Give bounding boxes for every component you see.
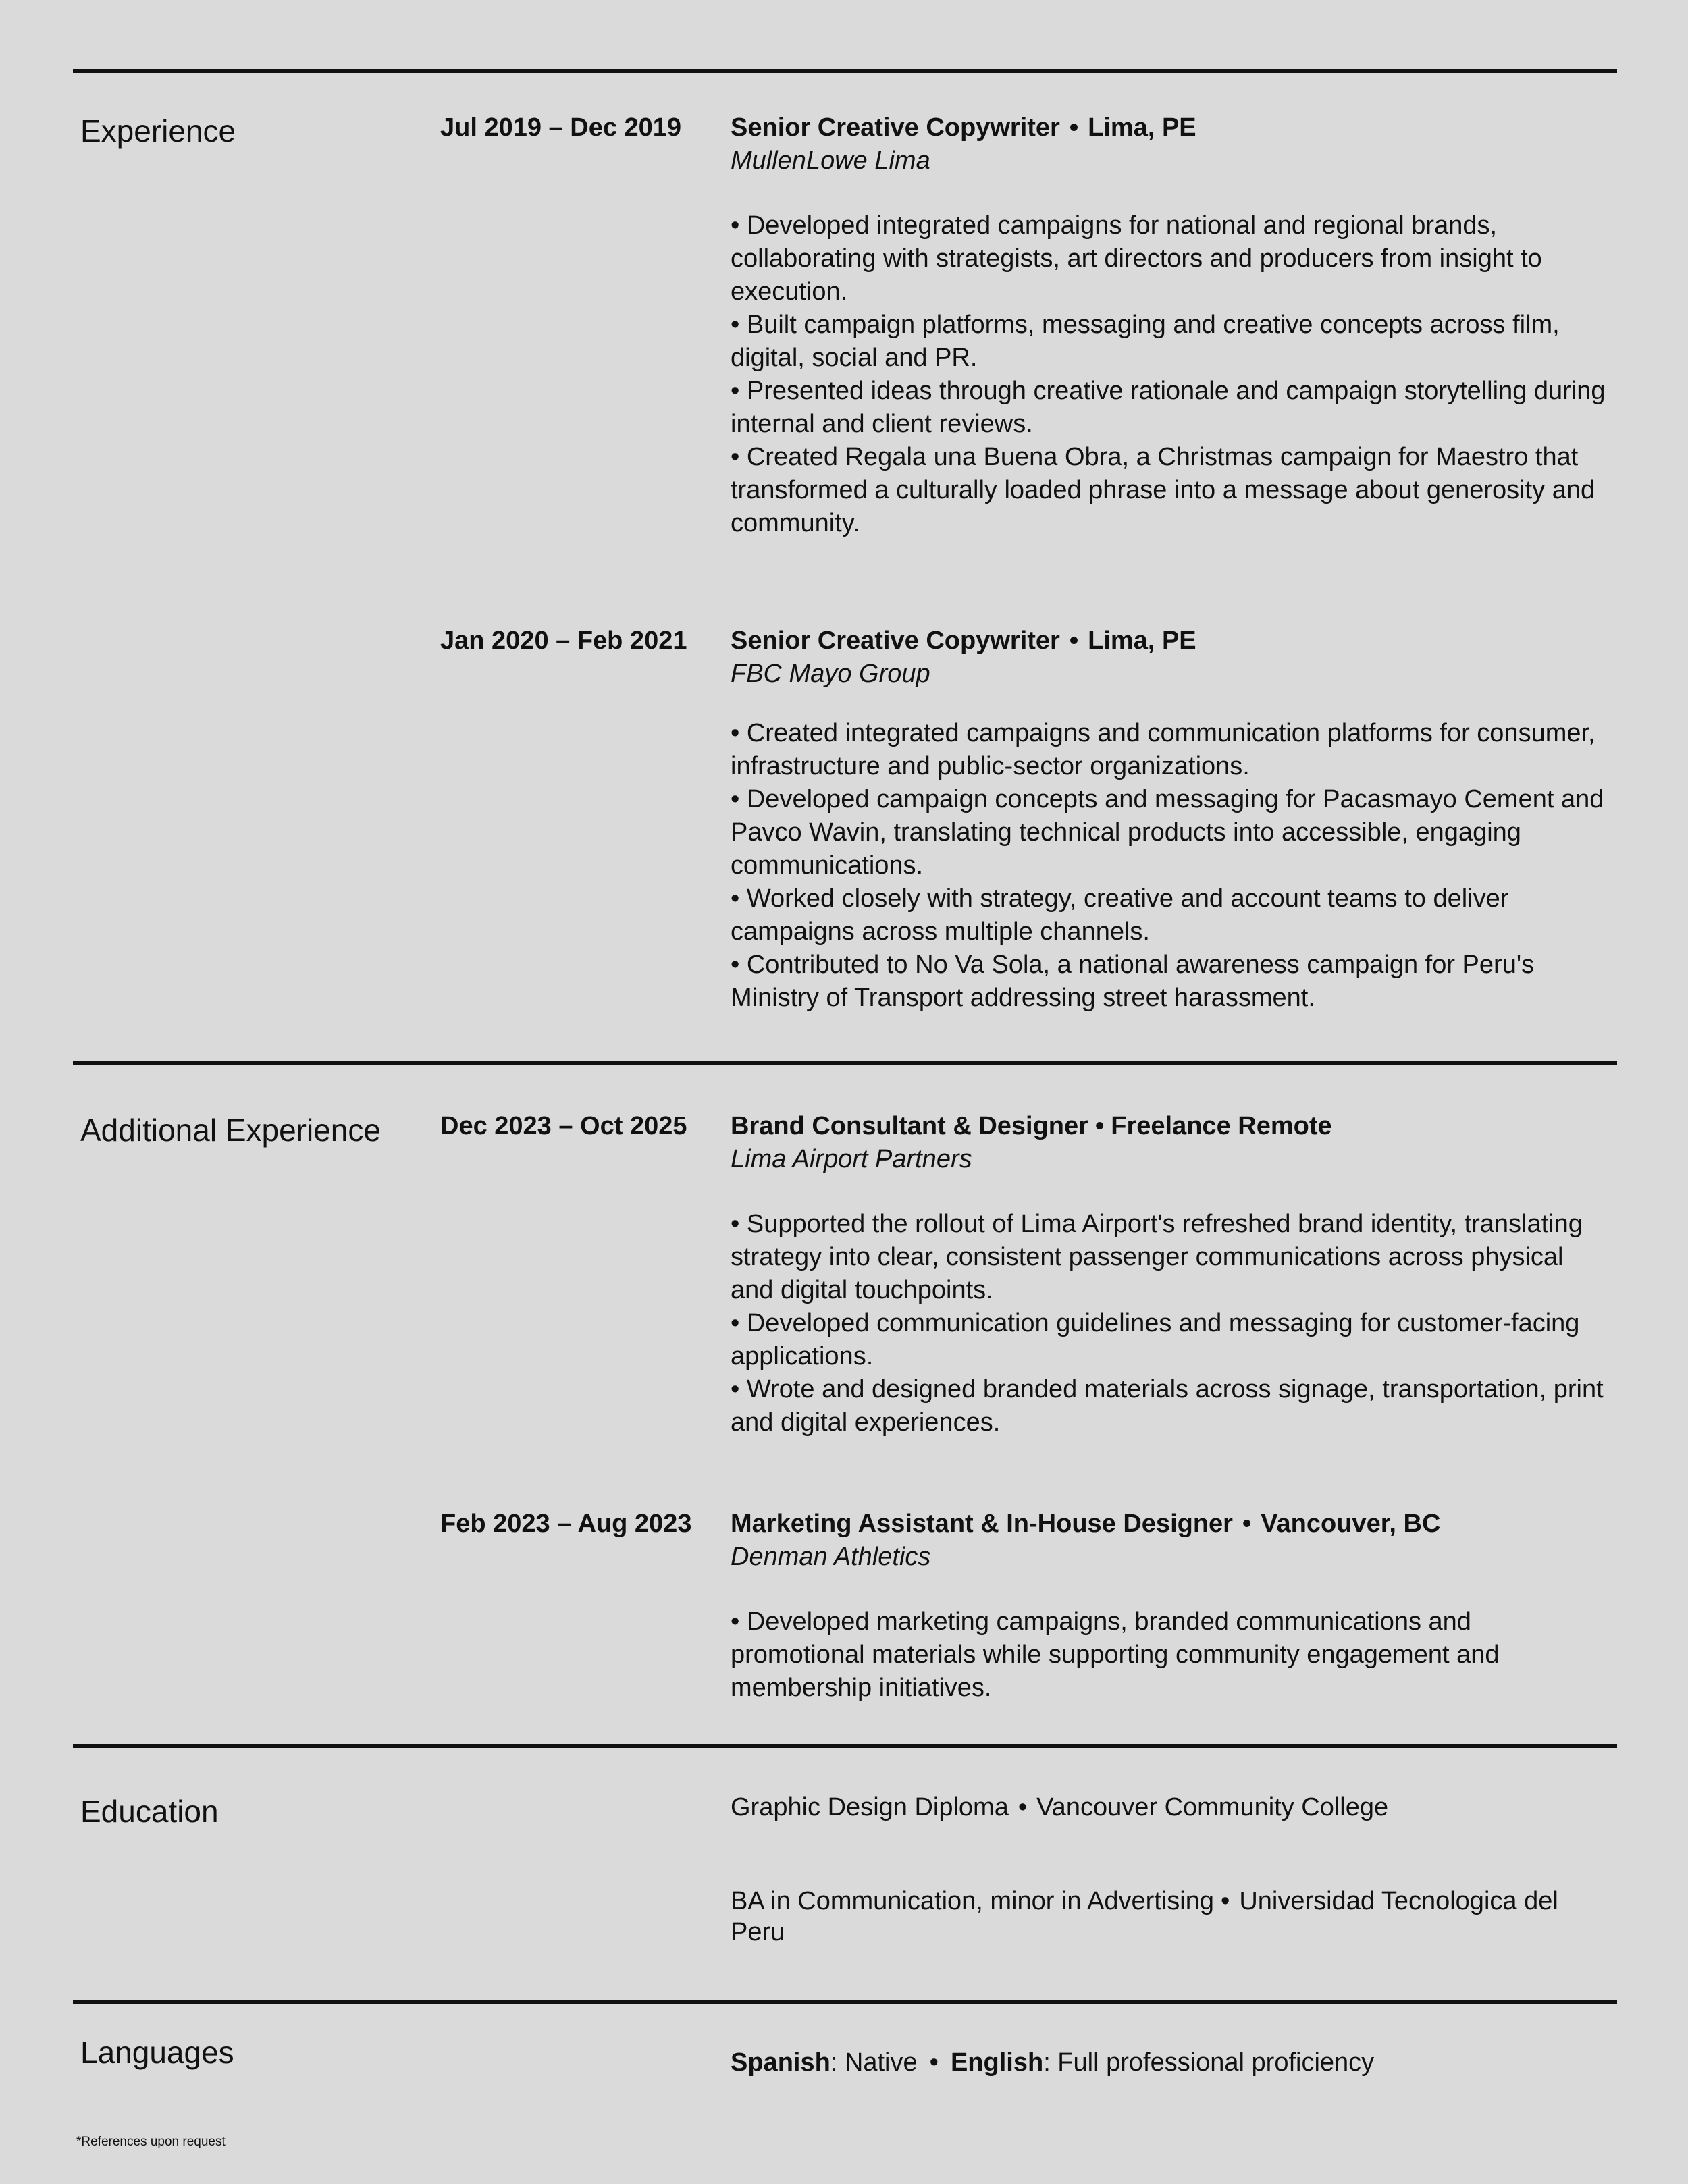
separator-dot: •	[929, 2048, 939, 2077]
company-name: FBC Mayo Group	[731, 660, 930, 688]
bullet-item: • Supported the rollout of Lima Airport's refreshed brand identity, translating strategy into clear, consistent passenger communications across physical and digital touchpoints.	[731, 1210, 1583, 1304]
bullet-item: • Built campaign platforms, messaging and creative concepts across film, digital, social and PR.	[731, 311, 1560, 372]
section-divider	[73, 2000, 1617, 2004]
job-dates: Feb 2023 – Aug 2023	[440, 1510, 692, 1538]
degree: Graphic Design Diploma	[731, 1793, 1009, 1821]
school: Vancouver Community College	[1036, 1793, 1389, 1821]
company-name: Lima Airport Partners	[731, 1145, 972, 1173]
separator-dot: •	[1018, 1793, 1028, 1821]
job-title	[731, 111, 1608, 144]
job-dates: Jan 2020 – Feb 2021	[440, 627, 687, 655]
section-title-additional-experience: Additional Experience	[80, 1113, 381, 1148]
bullet-item: • Worked closely with strategy, creative and account teams to deliver campaigns across multiple channels.	[731, 884, 1509, 946]
job-location: Lima, PE	[1088, 627, 1196, 655]
footnote: *References upon request	[76, 2135, 226, 2149]
job-location: Freelance Remote	[1111, 1112, 1332, 1140]
job-bullets	[731, 209, 1608, 540]
section-divider	[73, 1061, 1617, 1065]
bullet-item: • Developed integrated campaigns for national and regional brands, collaborating with strategists, art directors and producers from insight to execution.	[731, 211, 1542, 306]
job-location: Lima, PE	[1088, 113, 1196, 142]
separator-dot: •	[1094, 1112, 1105, 1140]
section-title-languages: Languages	[80, 2035, 234, 2070]
bullet-item: • Developed communication guidelines and messaging for customer-facing applications.	[731, 1309, 1580, 1370]
job-title	[731, 624, 1608, 658]
language-level: : Native	[830, 2048, 918, 2077]
company-name: Denman Athletics	[731, 1543, 931, 1571]
job-entry	[731, 1507, 1608, 1705]
languages-line	[731, 2046, 1374, 2079]
job-role: Brand Consultant & Designer	[731, 1112, 1088, 1140]
language-name: Spanish	[731, 2048, 830, 2077]
job-entry	[731, 1109, 1608, 1439]
section-title-experience: Experience	[80, 113, 236, 149]
bullet-item: • Contributed to No Va Sola, a national awareness campaign for Peru's Ministry of Transport addressing street harassment.	[731, 951, 1535, 1012]
education-item	[731, 1886, 1575, 1948]
job-role: Senior Creative Copywriter	[731, 627, 1060, 655]
separator-dot: •	[1069, 627, 1079, 655]
job-title	[731, 1507, 1608, 1541]
bullet-item: • Created integrated campaigns and communication platforms for consumer, infrastructure and public-sector organizations.	[731, 719, 1595, 780]
job-role: Marketing Assistant & In-House Designer	[731, 1510, 1233, 1538]
separator-dot: •	[1069, 113, 1079, 142]
job-title	[731, 1109, 1608, 1143]
section-divider	[73, 1744, 1617, 1748]
school: Universidad Tecnologica del Peru	[731, 1887, 1558, 1946]
job-location: Vancouver, BC	[1261, 1510, 1441, 1538]
job-bullets	[731, 1605, 1608, 1705]
bullet-item: • Presented ideas through creative rationale and campaign storytelling during internal and client reviews.	[731, 377, 1606, 438]
language-name: English	[950, 2048, 1044, 2077]
job-bullets	[731, 717, 1608, 1015]
separator-dot: •	[1242, 1510, 1252, 1538]
section-divider	[73, 69, 1617, 73]
language-level: : Full professional proficiency	[1043, 2048, 1375, 2077]
bullet-item: • Wrote and designed branded materials across signage, transportation, print and digital experiences.	[731, 1375, 1604, 1437]
company-name: MullenLowe Lima	[731, 147, 930, 175]
bullet-item: • Developed marketing campaigns, branded communications and promotional materials while supporting community engagement and membership initiatives.	[731, 1607, 1500, 1702]
job-entry	[731, 624, 1608, 1015]
job-role: Senior Creative Copywriter	[731, 113, 1060, 142]
section-title-education: Education	[80, 1794, 219, 1829]
job-bullets	[731, 1208, 1608, 1439]
job-entry	[731, 111, 1608, 540]
job-dates: Jul 2019 – Dec 2019	[440, 113, 682, 142]
separator-dot: •	[1221, 1887, 1230, 1915]
bullet-item: • Created Regala una Buena Obra, a Christmas campaign for Maestro that transformed a culturally loaded phrase into a message about generosity and community.	[731, 443, 1595, 537]
degree: BA in Communication, minor in Advertising	[731, 1887, 1214, 1915]
education-item	[731, 1792, 1608, 1823]
job-dates: Dec 2023 – Oct 2025	[440, 1112, 687, 1140]
bullet-item: • Developed campaign concepts and messaging for Pacasmayo Cement and Pavco Wavin, translating technical products into accessible, engaging communications.	[731, 785, 1604, 880]
